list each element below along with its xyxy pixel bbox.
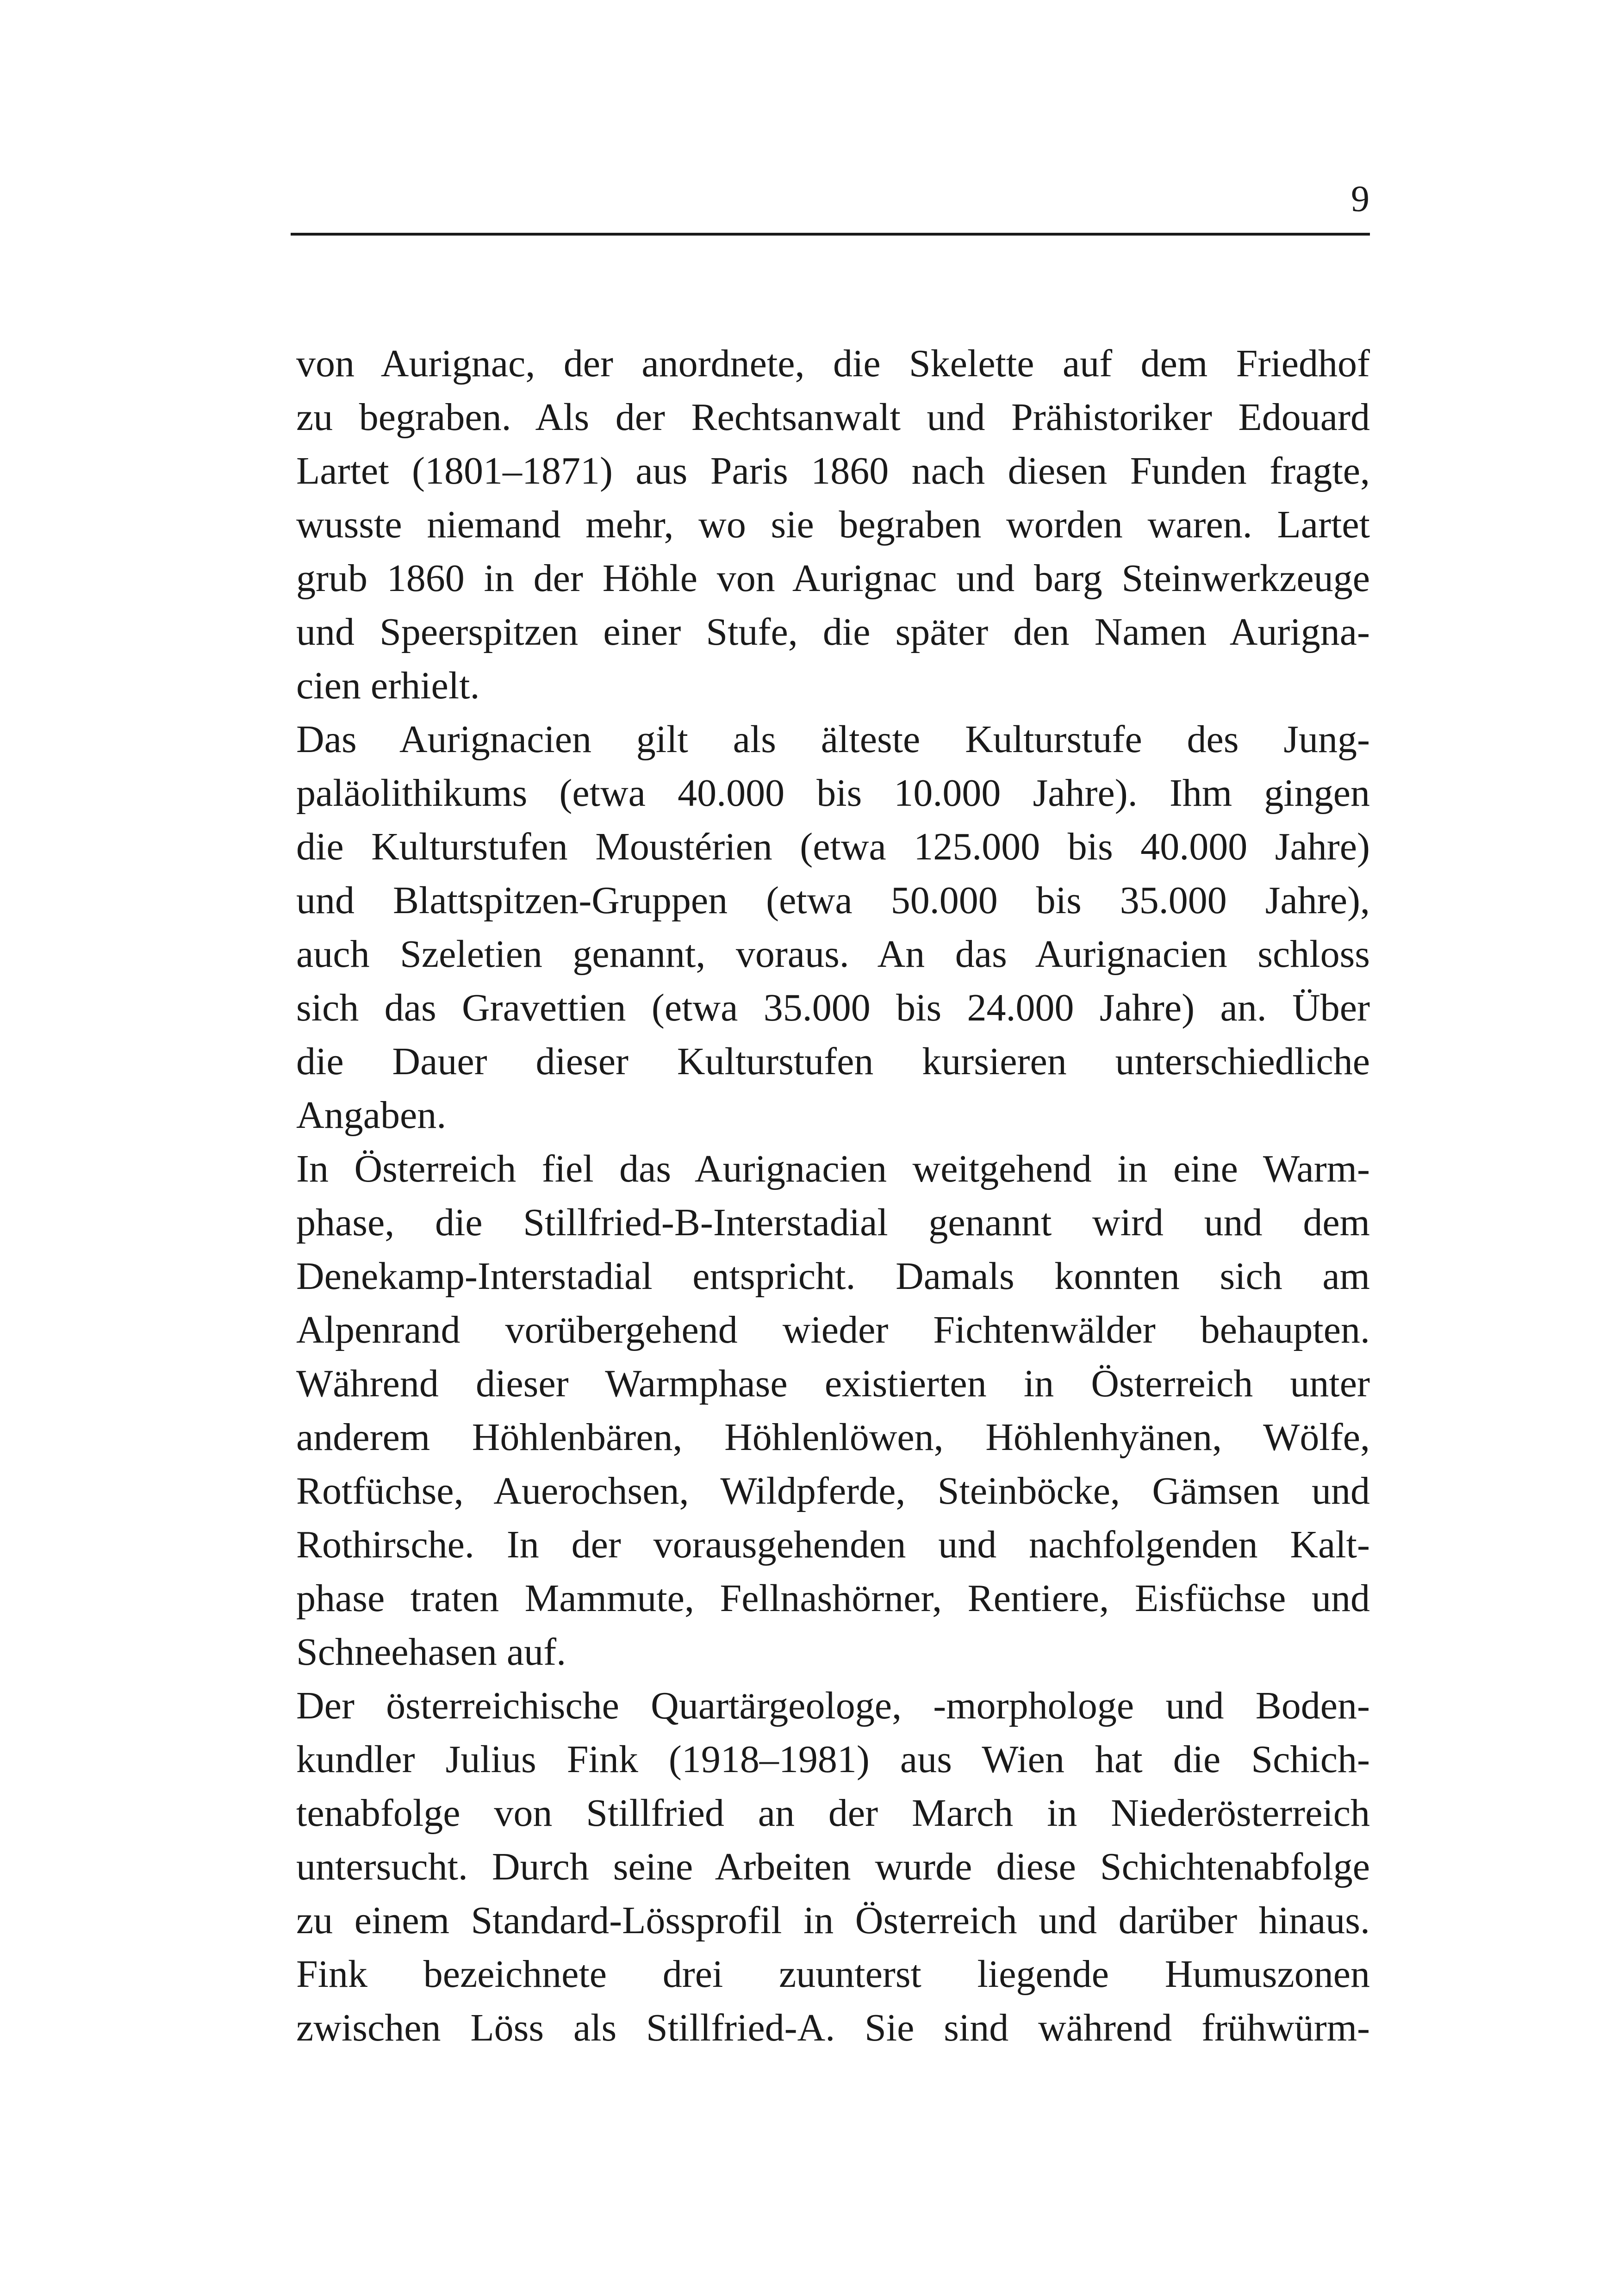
text-line: Das Aurignacien gilt als älteste Kulturstufe des Jung- bbox=[296, 718, 1370, 761]
text-line: sich das Gravettien (etwa 35.000 bis 24.000 Jahre) an. Über bbox=[296, 986, 1370, 1029]
text-line: von Aurignac, der anordnete, die Skelette auf dem Friedhof bbox=[296, 342, 1370, 385]
text-line: zu begraben. Als der Rechtsanwalt und Prähistoriker Edouard bbox=[296, 396, 1370, 439]
text-line: kundler Julius Fink (1918–1981) aus Wien hat die Schich- bbox=[296, 1738, 1370, 1781]
text-line: untersucht. Durch seine Arbeiten wurde diese Schichtenabfolge bbox=[296, 1845, 1370, 1888]
text-line: anderem Höhlenbären, Höhlenlöwen, Höhlenhyänen, Wölfe, bbox=[296, 1416, 1370, 1459]
text-line: auch Szeletien genannt, voraus. An das Aurignacien schloss bbox=[296, 933, 1370, 976]
text-line: Der österreichische Quartärgeologe, -morphologe und Boden- bbox=[296, 1684, 1370, 1727]
header-rule bbox=[291, 233, 1370, 236]
text-line: Während dieser Warmphase existierten in Österreich unter bbox=[296, 1362, 1370, 1405]
text-line: zu einem Standard-Lössprofil in Österreich und darüber hinaus. bbox=[296, 1899, 1370, 1942]
text-line: die Dauer dieser Kulturstufen kursieren unterschiedliche bbox=[296, 1040, 1370, 1083]
text-line: Rotfüchse, Auerochsen, Wildpferde, Steinböcke, Gämsen und bbox=[296, 1469, 1370, 1512]
text-line: Lartet (1801–1871) aus Paris 1860 nach diesen Funden fragte, bbox=[296, 449, 1370, 492]
page-number: 9 bbox=[1351, 179, 1369, 219]
text-line: Fink bezeichnete drei zuunterst liegende Humuszonen bbox=[296, 1953, 1370, 1996]
body-text bbox=[296, 337, 1370, 2055]
text-line: paläolithikums (etwa 40.000 bis 10.000 Jahre). Ihm gingen bbox=[296, 772, 1370, 815]
text-line: Alpenrand vorübergehend wieder Fichtenwälder behaupten. bbox=[296, 1308, 1370, 1351]
text-line: und Blattspitzen-Gruppen (etwa 50.000 bis 35.000 Jahre), bbox=[296, 879, 1370, 922]
text-line: grub 1860 in der Höhle von Aurignac und barg Steinwerkzeuge bbox=[296, 557, 1370, 600]
text-line: tenabfolge von Stillfried an der March in Niederösterreich bbox=[296, 1792, 1370, 1835]
text-line: In Österreich fiel das Aurignacien weitgehend in eine Warm- bbox=[296, 1147, 1370, 1190]
text-line: und Speerspitzen einer Stufe, die später den Namen Aurigna- bbox=[296, 610, 1370, 653]
text-line: zwischen Löss als Stillfried-A. Sie sind während frühwürm- bbox=[296, 2006, 1370, 2049]
text-line: phase, die Stillfried-B-Interstadial genannt wird und dem bbox=[296, 1201, 1370, 1244]
text-line: Angaben. bbox=[296, 1094, 447, 1137]
text-line: cien erhielt. bbox=[296, 664, 480, 707]
text-line: Denekamp-Interstadial entspricht. Damals konnten sich am bbox=[296, 1255, 1370, 1298]
text-line: die Kulturstufen Moustérien (etwa 125.000 bis 40.000 Jahre) bbox=[296, 825, 1370, 868]
text-line: Rothirsche. In der vorausgehenden und nachfolgenden Kalt- bbox=[296, 1523, 1370, 1566]
text-line: phase traten Mammute, Fellnashörner, Rentiere, Eisfüchse und bbox=[296, 1577, 1370, 1620]
text-line: wusste niemand mehr, wo sie begraben worden waren. Lartet bbox=[296, 503, 1370, 546]
text-line: Schneehasen auf. bbox=[296, 1630, 566, 1674]
